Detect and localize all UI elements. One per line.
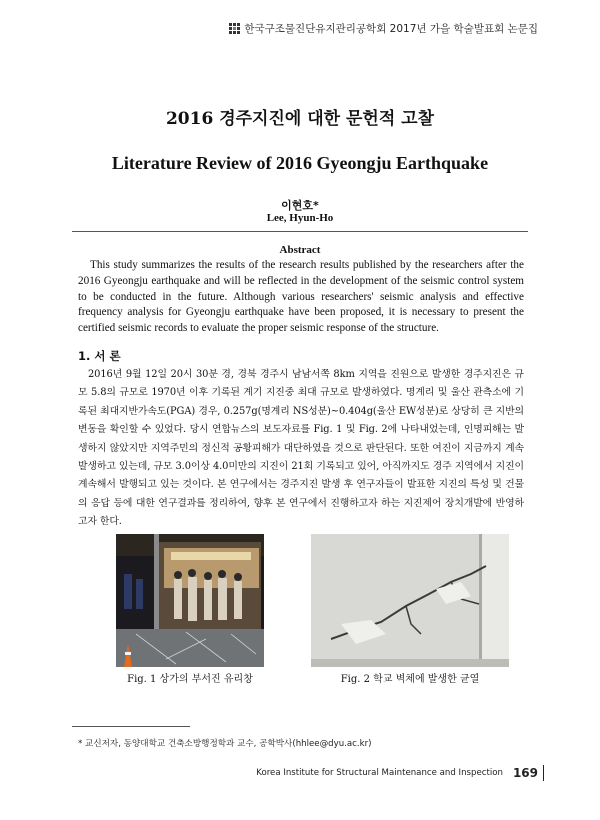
section-title: 1. 서 론 bbox=[78, 349, 121, 363]
grid-bullet-icon bbox=[229, 23, 240, 34]
abstract-text: This study summarizes the results of the research results published by the researchers after the 2016 Gyeongju earthquake and will be reflected in the development of the seismic control system to be conducted in the future. Although various researchers' seismic analysis and effective frequency analysis for Gyeongju earthquake have been proposed, it is necessary to present the certified seismic records to evaluate the proper seismic response of the structure. bbox=[78, 259, 524, 335]
figure-2-caption: Fig. 2 학교 벽체에 발생한 균열 bbox=[340, 674, 480, 685]
figure-1-photo bbox=[116, 534, 264, 667]
author-english: Lee, Hyun-Ho bbox=[266, 212, 334, 224]
author-korean: 이현호* bbox=[281, 199, 319, 212]
running-header bbox=[229, 21, 538, 36]
title-korean: 2016 경주지진에 대한 문헌적 고찰 bbox=[165, 109, 435, 129]
figure-2-photo bbox=[311, 534, 509, 667]
section-body: 2016년 9월 12일 20시 30분 경, 경북 경주시 남남서쪽 8km 지역을 진원으로 발생한 경주지진은 규모 5.8의 규모로 1970년 이후 기록된 계기 지진중 최대 규모로 발생하였다. 명계리 및 울산 관측소에 기록된 최대지반가속도(PGA) 경우, 0.257g(명계리 NS성분)~0.404g(울산 EW성분)로 상당히 큰 지반의 변동을 확인할 수 있었다. 당시 연합뉴스의 보도자료를 Fig. 1 및 Fig. 2에 나타내었는데, 인명피해는 발생하지 않았지만 지역주민의 정신적 공황피해가 대단하였을 것으로 판단된다. 또한 여진이 지금까지 계속 발생하고 있는데, 규모 3.0이상 4.0미만의 지진이 21회 기록되고 있어, 아직까지도 경주 지역에서 지진이 계속해서 발행되고 있는 것이다. 본 연구에서는 경주지진 발생 후 연구자들이 발표한 지진의 특성 및 건물의 응답 등에 대한 연구결과를 정리하여, 향후 본 연구에서 진행하고자 하는 지진제어 장치개발에 반영하고자 한다. bbox=[78, 369, 524, 528]
footnote-divider bbox=[72, 726, 190, 727]
journal-name: 한국구조물진단유지관리공학회 2017년 가을 학술발표회 논문집 bbox=[244, 23, 538, 35]
page-footer bbox=[256, 765, 544, 781]
title-english: Literature Review of 2016 Gyeongju Earthquake bbox=[111, 153, 489, 173]
footer-organization: Korea Institute for Structural Maintenance and Inspection bbox=[256, 768, 503, 778]
abstract-heading: Abstract bbox=[279, 244, 321, 256]
footnote: * 교신저자, 동양대학교 건축소방행정학과 교수, 공학박사(hhlee@dyu.ac.kr) bbox=[78, 739, 372, 749]
page-number: 169 bbox=[513, 765, 544, 781]
title-divider bbox=[72, 231, 528, 232]
figure-1-caption: Fig. 1 상가의 부서진 유리창 bbox=[127, 674, 253, 685]
